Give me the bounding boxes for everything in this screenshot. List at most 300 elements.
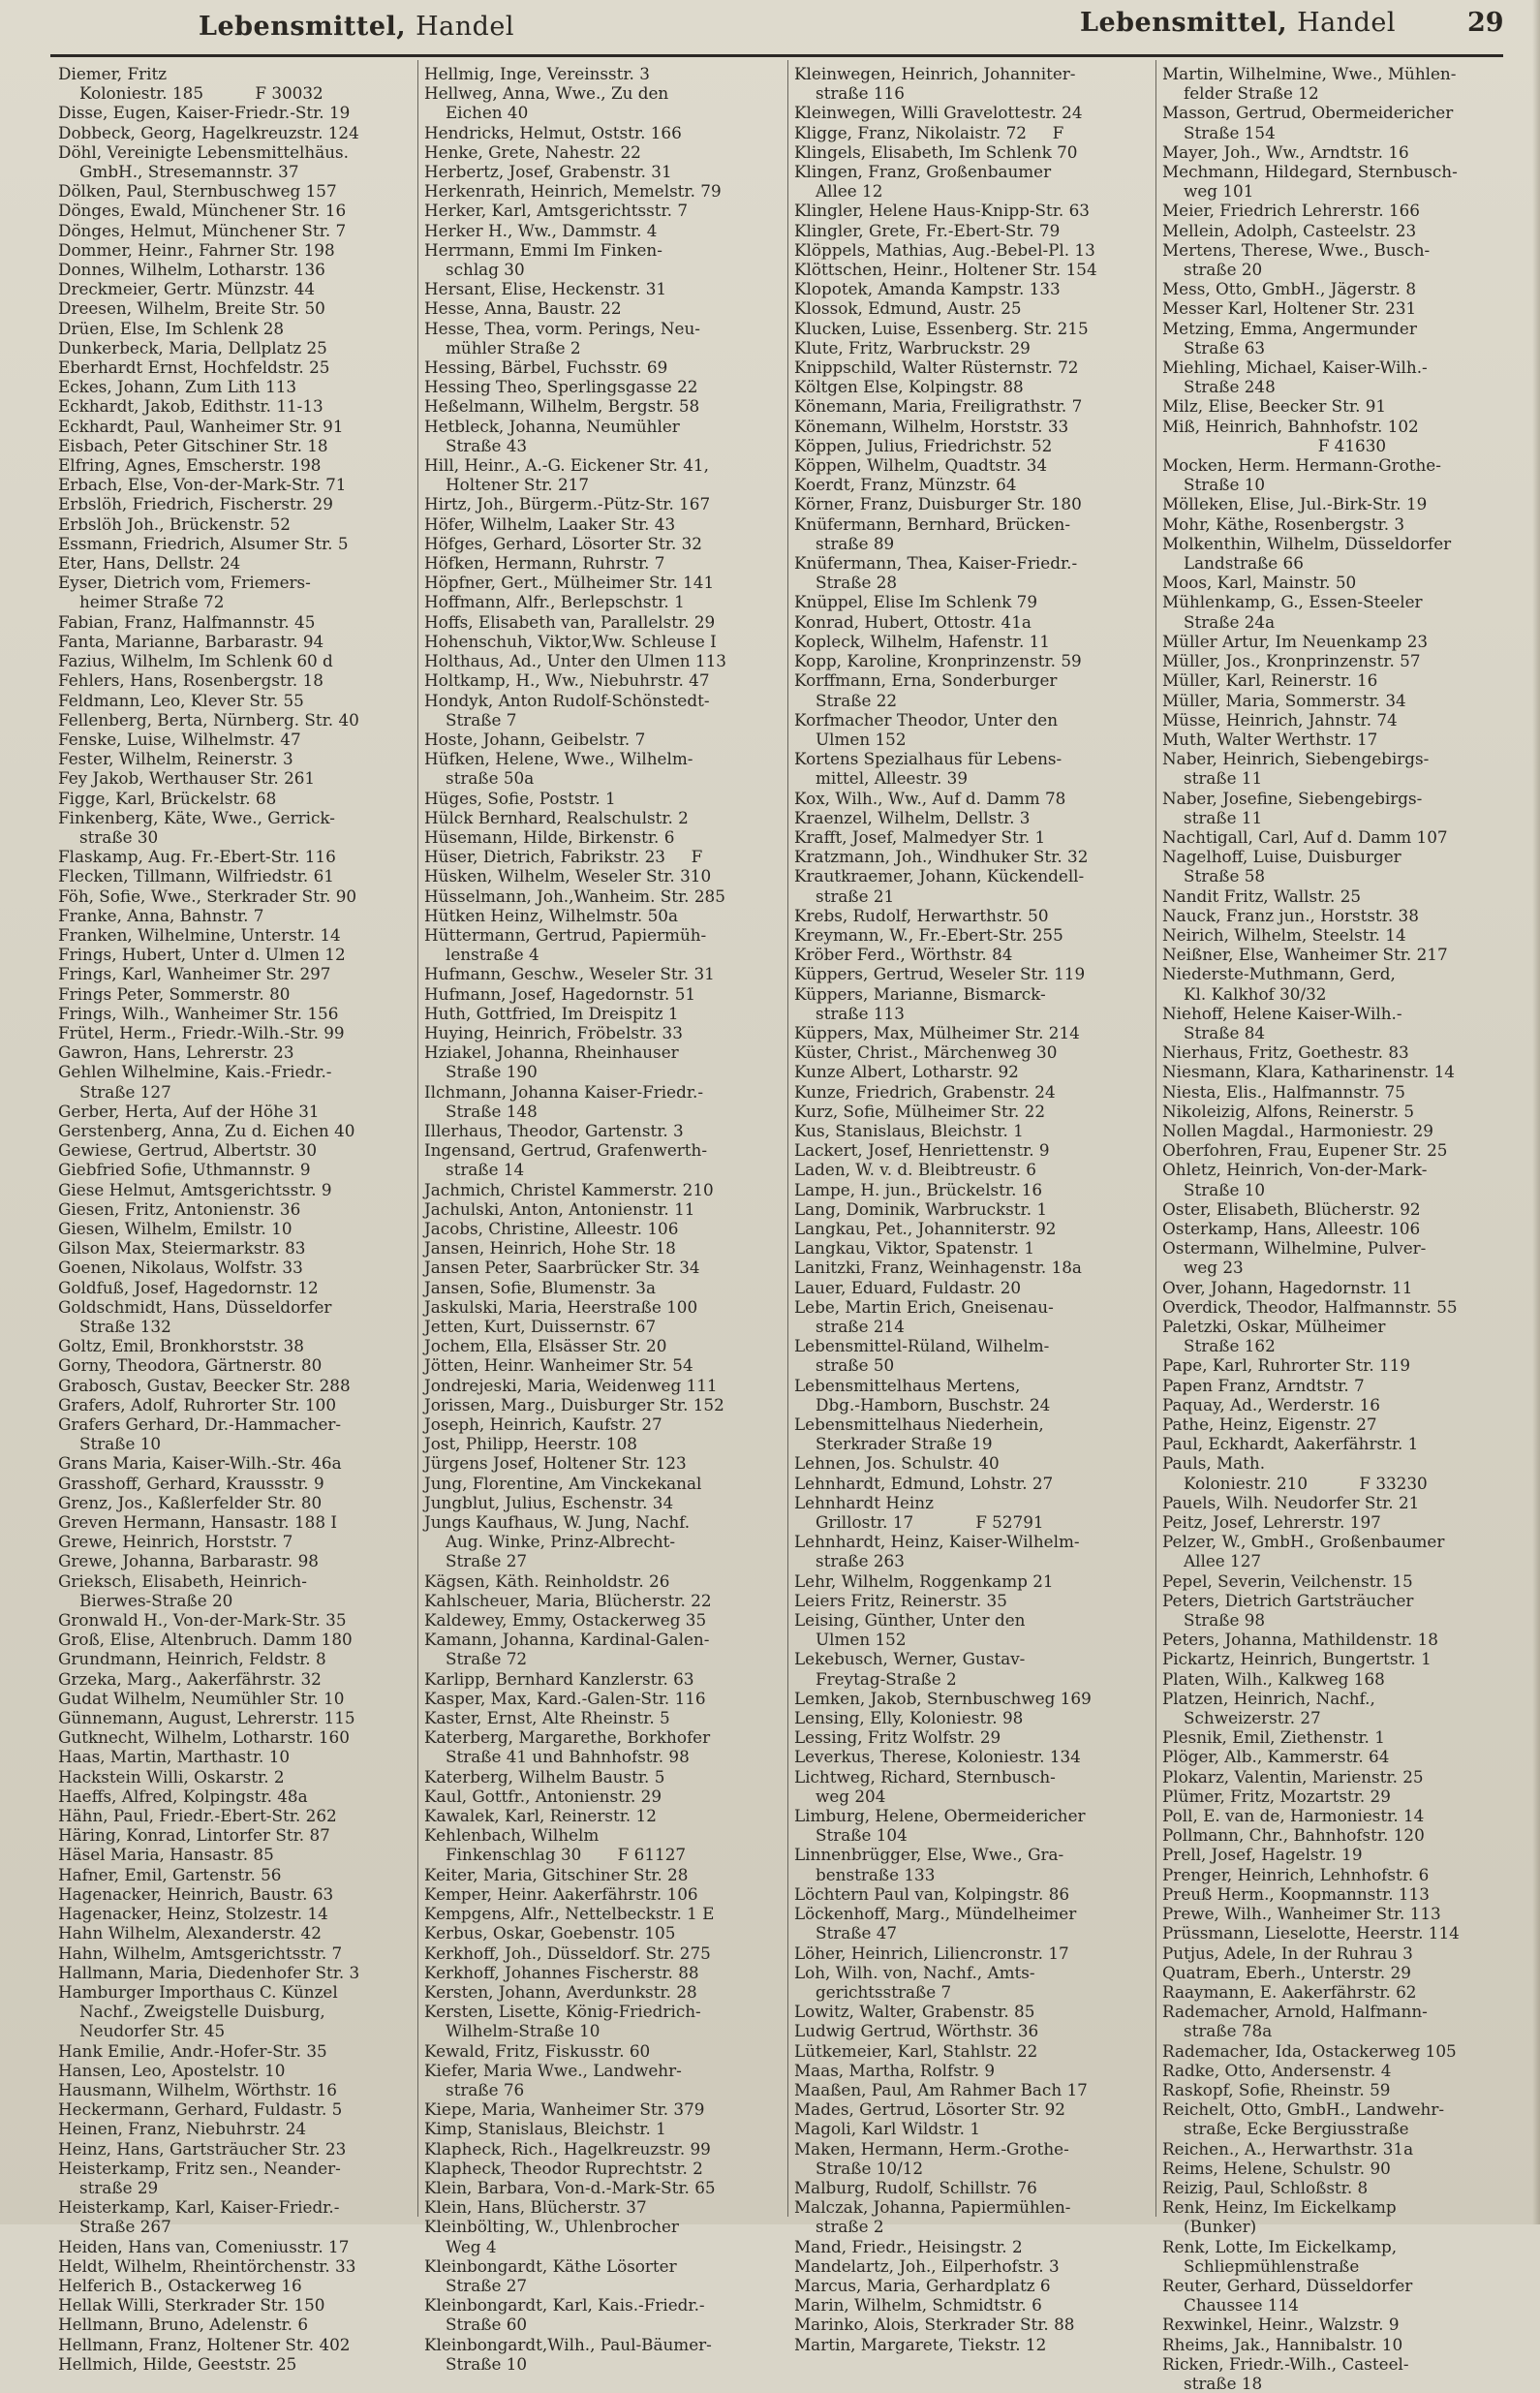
directory-entry: Feldmann, Leo, Klever Str. 55 bbox=[58, 690, 304, 710]
directory-entry: Ohletz, Heinrich, Von-der-Mark- bbox=[1162, 1160, 1428, 1180]
directory-entry-continuation: straße 30 bbox=[79, 826, 159, 847]
directory-entry-continuation: mühler Straße 2 bbox=[446, 337, 581, 357]
directory-entry: Lebensmittel-Rüland, Wilhelm- bbox=[794, 1336, 1050, 1356]
directory-entry: Kreymann, W., Fr.-Ebert-Str. 255 bbox=[794, 924, 1063, 945]
directory-entry: Pelzer, W., GmbH., Großenbaumer bbox=[1162, 1532, 1445, 1552]
directory-entry: Hellmich, Hilde, Geeststr. 25 bbox=[58, 2353, 297, 2374]
directory-entry: Gerber, Herta, Auf der Höhe 31 bbox=[58, 1101, 320, 1121]
directory-entry: Kleinbongardt,Wilh., Paul-Bäumer- bbox=[424, 2334, 712, 2354]
directory-entry: Martin, Wilhelmine, Wwe., Mühlen- bbox=[1162, 64, 1457, 83]
directory-entry: Lauer, Eduard, Fuldastr. 20 bbox=[794, 1277, 1022, 1297]
directory-entry-continuation: Straße 154 bbox=[1184, 122, 1276, 142]
directory-entry: Huying, Heinrich, Fröbelstr. 33 bbox=[424, 1022, 683, 1042]
directory-entry-continuation: Weg 4 bbox=[446, 2236, 497, 2256]
directory-entry: Eisbach, Peter Gitschiner Str. 18 bbox=[58, 435, 328, 455]
directory-entry: Plöger, Alb., Kammerstr. 64 bbox=[1162, 1747, 1390, 1767]
running-head-right-title: Lebensmittel, bbox=[1080, 8, 1288, 38]
directory-entry: Grasshoff, Gerhard, Kraussstr. 9 bbox=[58, 1473, 324, 1493]
directory-entry-continuation: (Bunker) bbox=[1184, 2217, 1257, 2237]
directory-entry: Fabian, Franz, Halfmannstr. 45 bbox=[58, 611, 316, 632]
directory-entry: Huth, Gottfried, Im Dreispitz 1 bbox=[424, 1003, 679, 1023]
directory-entry: Franken, Wilhelmine, Unterstr. 14 bbox=[58, 924, 341, 945]
directory-entry: Hafner, Emil, Gartenstr. 56 bbox=[58, 1864, 282, 1884]
directory-entry: Klöttschen, Heinr., Holtener Str. 154 bbox=[794, 260, 1097, 280]
directory-entry: Figge, Karl, Brückelstr. 68 bbox=[58, 788, 277, 808]
directory-entry: Erbach, Else, Von-der-Mark-Str. 71 bbox=[58, 475, 347, 495]
directory-entry: Jung, Florentine, Am Vinckekanal bbox=[424, 1473, 702, 1493]
directory-entry: Mohr, Käthe, Rosenbergstr. 3 bbox=[1162, 513, 1405, 534]
directory-entry: Malczak, Johanna, Papiermühlen- bbox=[794, 2197, 1071, 2218]
directory-entry: Hellak Willi, Sterkrader Str. 150 bbox=[58, 2295, 325, 2315]
directory-entry: Putjus, Adele, In der Ruhrau 3 bbox=[1162, 1942, 1413, 1963]
directory-entry-continuation: Neudorfer Str. 45 bbox=[79, 2021, 226, 2041]
directory-entry-continuation: Kl. Kalkhof 30/32 bbox=[1184, 983, 1327, 1004]
directory-entry: Jötten, Heinr. Wanheimer Str. 54 bbox=[424, 1355, 693, 1376]
directory-entry: Köppen, Julius, Friedrichstr. 52 bbox=[794, 435, 1053, 455]
directory-entry: Hahn Wilhelm, Alexanderstr. 42 bbox=[58, 1923, 322, 1943]
directory-entry-continuation: mittel, Alleestr. 39 bbox=[816, 768, 969, 789]
directory-entry-continuation: schlag 30 bbox=[446, 260, 525, 280]
directory-entry: Franke, Anna, Bahnstr. 7 bbox=[58, 905, 264, 925]
directory-entry: Ricken, Friedr.-Wilh., Casteel- bbox=[1162, 2353, 1409, 2374]
running-head-right bbox=[1080, 8, 1396, 38]
directory-entry: Niederste-Muthmann, Gerd, bbox=[1162, 964, 1396, 984]
directory-entry-continuation: straße 29 bbox=[79, 2177, 159, 2197]
directory-entry: Mechmann, Hildegard, Sternbusch- bbox=[1162, 162, 1458, 182]
directory-entry: Miehling, Michael, Kaiser-Wilh.- bbox=[1162, 357, 1428, 378]
directory-entry: Konrad, Hubert, Ottostr. 41a bbox=[794, 611, 1032, 632]
directory-entry: Hüges, Sofie, Poststr. 1 bbox=[424, 788, 616, 808]
directory-entry: Mess, Otto, GmbH., Jägerstr. 8 bbox=[1162, 279, 1417, 299]
directory-entry: Jochem, Ella, Elsässer Str. 20 bbox=[424, 1336, 667, 1356]
directory-entry: Kiepe, Maria, Wanheimer Str. 379 bbox=[424, 2099, 705, 2120]
directory-entry-continuation: Straße 22 bbox=[816, 690, 898, 710]
directory-entry: Dommer, Heinr., Fahrner Str. 198 bbox=[58, 239, 335, 260]
directory-entry: Küppers, Gertrud, Weseler Str. 119 bbox=[794, 964, 1086, 984]
directory-entry-continuation: Wilhelm-Straße 10 bbox=[446, 2021, 601, 2041]
directory-entry: Jansen, Sofie, Blumenstr. 3a bbox=[424, 1277, 656, 1297]
directory-entry: Hoffmann, Alfr., Berlepschstr. 1 bbox=[424, 592, 685, 612]
directory-entry: Reizig, Paul, Schloßstr. 8 bbox=[1162, 2177, 1369, 2197]
directory-entry: Herkenrath, Heinrich, Memelstr. 79 bbox=[424, 181, 722, 202]
directory-entry: Pape, Karl, Ruhrorter Str. 119 bbox=[1162, 1355, 1411, 1376]
directory-entry: Heiden, Hans van, Comeniusstr. 17 bbox=[58, 2236, 350, 2256]
directory-column-1 bbox=[58, 64, 413, 2374]
directory-entry: Langkau, Pet., Johanniterstr. 92 bbox=[794, 1218, 1057, 1238]
directory-entry: Katerberg, Margarethe, Borkhofer bbox=[424, 1727, 711, 1748]
directory-entry: Magoli, Karl Wildstr. 1 bbox=[794, 2119, 981, 2139]
directory-entry-continuation: Koloniestr. 185 F 30032 bbox=[79, 83, 323, 104]
directory-entry-continuation: straße 11 bbox=[1184, 768, 1263, 789]
directory-entry: Kerkhoff, Joh., Düsseldorf. Str. 275 bbox=[424, 1942, 711, 1963]
directory-entry: Hank Emilie, Andr.-Hofer-Str. 35 bbox=[58, 2040, 327, 2061]
directory-entry: Drüen, Else, Im Schlenk 28 bbox=[58, 318, 285, 338]
directory-entry: Klopotek, Amanda Kampstr. 133 bbox=[794, 279, 1061, 299]
directory-entry: Löckenhoff, Marg., Mündelheimer bbox=[794, 1904, 1077, 1924]
directory-entry: Grewe, Heinrich, Horststr. 7 bbox=[58, 1532, 293, 1552]
directory-entry: Grafers Gerhard, Dr.-Hammacher- bbox=[58, 1414, 342, 1435]
directory-entry: Mühlenkamp, G., Essen-Steeler bbox=[1162, 592, 1423, 612]
directory-entry: Naber, Josefine, Siebengebirgs- bbox=[1162, 788, 1423, 808]
directory-entry: Lekebusch, Werner, Gustav- bbox=[794, 1649, 1026, 1669]
directory-entry: Jaskulski, Maria, Heerstraße 100 bbox=[424, 1296, 698, 1317]
directory-entry: Heisterkamp, Karl, Kaiser-Friedr.- bbox=[58, 2197, 340, 2218]
directory-entry: Kopleck, Wilhelm, Hafenstr. 11 bbox=[794, 631, 1050, 651]
directory-entry-continuation: Freytag-Straße 2 bbox=[816, 1668, 957, 1689]
directory-entry: Peitz, Josef, Lehrerstr. 197 bbox=[1162, 1512, 1381, 1533]
directory-entry: Klingels, Elisabeth, Im Schlenk 70 bbox=[794, 141, 1078, 162]
directory-entry: Gehlen Wilhelmine, Kais.-Friedr.- bbox=[58, 1062, 332, 1082]
directory-entry: Nierhaus, Fritz, Goethestr. 83 bbox=[1162, 1042, 1409, 1063]
directory-column-4 bbox=[1162, 64, 1521, 2393]
directory-entry: Milz, Elise, Beecker Str. 91 bbox=[1162, 396, 1387, 417]
directory-entry: Lemken, Jakob, Sternbuschweg 169 bbox=[794, 1688, 1092, 1708]
directory-entry-continuation: straße 11 bbox=[1184, 807, 1263, 827]
directory-entry: Oster, Elisabeth, Blücherstr. 92 bbox=[1162, 1198, 1421, 1219]
directory-entry: Flaskamp, Aug. Fr.-Ebert-Str. 116 bbox=[58, 847, 336, 867]
directory-entry: Hallmann, Maria, Diedenhofer Str. 3 bbox=[58, 1962, 360, 1982]
directory-entry: Mertens, Therese, Wwe., Busch- bbox=[1162, 239, 1431, 260]
directory-entry: Pauls, Math. bbox=[1162, 1453, 1266, 1474]
directory-entry: Erbslöh Joh., Brückenstr. 52 bbox=[58, 513, 291, 534]
directory-entry: Köppen, Wilhelm, Quadtstr. 34 bbox=[794, 455, 1048, 476]
directory-entry: Jansen, Heinrich, Hohe Str. 18 bbox=[424, 1238, 676, 1259]
directory-entry: Platen, Wilh., Kalkweg 168 bbox=[1162, 1668, 1385, 1689]
directory-entry: Hüser, Dietrich, Fabrikstr. 23 F bbox=[424, 847, 703, 867]
directory-entry: Klein, Barbara, Von-d.-Mark-Str. 65 bbox=[424, 2177, 716, 2197]
directory-entry: Messer Karl, Holtener Str. 231 bbox=[1162, 298, 1417, 319]
directory-entry: Hoste, Johann, Geibelstr. 7 bbox=[424, 729, 646, 749]
directory-entry: Knüppel, Elise Im Schlenk 79 bbox=[794, 592, 1038, 612]
directory-entry-continuation: straße 116 bbox=[816, 83, 905, 104]
directory-entry: Nandit Fritz, Wallstr. 25 bbox=[1162, 886, 1362, 906]
directory-entry: Giese Helmut, Amtsgerichtsstr. 9 bbox=[58, 1179, 332, 1199]
directory-entry-continuation: straße 20 bbox=[1184, 260, 1263, 280]
directory-entry-continuation: Straße 63 bbox=[1184, 337, 1266, 357]
directory-entry-continuation: straße 76 bbox=[446, 2079, 525, 2099]
directory-entry: Hufmann, Geschw., Weseler Str. 31 bbox=[424, 964, 715, 984]
directory-entry-continuation: Straße 148 bbox=[446, 1101, 538, 1121]
directory-entry: Hausmann, Wilhelm, Wörthstr. 16 bbox=[58, 2079, 337, 2099]
directory-entry-continuation: Landstraße 66 bbox=[1184, 553, 1304, 574]
directory-entry: Dunkerbeck, Maria, Dellplatz 25 bbox=[58, 337, 327, 357]
directory-entry: Hellmig, Inge, Vereinsstr. 3 bbox=[424, 64, 650, 83]
directory-entry: Kleinbölting, W., Uhlenbrocher bbox=[424, 2217, 679, 2237]
directory-entry: Müller Artur, Im Neuenkamp 23 bbox=[1162, 631, 1429, 651]
directory-entry: Lichtweg, Richard, Sternbusch- bbox=[794, 1766, 1056, 1787]
directory-entry: Kunze Albert, Lotharstr. 92 bbox=[794, 1062, 1019, 1082]
directory-entry-continuation: weg 204 bbox=[816, 1786, 886, 1806]
directory-entry: Lensing, Elly, Koloniestr. 98 bbox=[794, 1708, 1024, 1728]
directory-entry: Fenske, Luise, Wilhelmstr. 47 bbox=[58, 729, 301, 749]
directory-entry: Müller, Karl, Reinerstr. 16 bbox=[1162, 670, 1378, 691]
column-divider bbox=[417, 60, 418, 2217]
directory-entry: Gerstenberg, Anna, Zu d. Eichen 40 bbox=[58, 1120, 355, 1140]
directory-entry: Holtkamp, H., Ww., Niebuhrstr. 47 bbox=[424, 670, 710, 691]
directory-entry: Hufmann, Josef, Hagedornstr. 51 bbox=[424, 983, 696, 1004]
directory-entry: Maken, Hermann, Herm.-Grothe- bbox=[794, 2138, 1069, 2159]
directory-entry: Herbertz, Josef, Grabenstr. 31 bbox=[424, 162, 672, 182]
directory-entry: Könemann, Wilhelm, Horststr. 33 bbox=[794, 416, 1069, 436]
directory-entry: Hellweg, Anna, Wwe., Zu den bbox=[424, 83, 669, 104]
directory-entry: Günnemann, August, Lehrerstr. 115 bbox=[58, 1708, 355, 1728]
directory-entry: Jondrejeski, Maria, Weidenweg 111 bbox=[424, 1375, 718, 1395]
directory-entry-continuation: straße 21 bbox=[816, 886, 895, 906]
directory-entry: Limburg, Helene, Obermeidericher bbox=[794, 1806, 1086, 1826]
directory-entry: Papen Franz, Arndtstr. 7 bbox=[1162, 1375, 1365, 1395]
directory-entry-continuation: Straße 72 bbox=[446, 1649, 528, 1669]
directory-entry-continuation: Allee 12 bbox=[816, 181, 883, 202]
directory-entry: Jetten, Kurt, Duissernstr. 67 bbox=[424, 1317, 657, 1336]
directory-entry: Gawron, Hans, Lehrerstr. 23 bbox=[58, 1042, 294, 1063]
directory-entry: Kemper, Heinr. Aakerfährstr. 106 bbox=[424, 1883, 698, 1904]
directory-entry: Eyser, Dietrich vom, Friemers- bbox=[58, 573, 311, 593]
directory-entry: Hondyk, Anton Rudolf-Schönstedt- bbox=[424, 690, 710, 710]
directory-entry: Pauels, Wilh. Neudorfer Str. 21 bbox=[1162, 1492, 1420, 1512]
directory-entry-continuation: Straße 43 bbox=[446, 435, 528, 455]
directory-entry: Klöppels, Mathias, Aug.-Bebel-Pl. 13 bbox=[794, 239, 1095, 260]
directory-entry: Kligge, Franz, Nikolaistr. 72 F bbox=[794, 122, 1064, 142]
directory-entry: Körner, Franz, Duisburger Str. 180 bbox=[794, 494, 1082, 514]
directory-entry: Giebfried Sofie, Uthmannstr. 9 bbox=[58, 1160, 311, 1180]
directory-entry: Kröber Ferd., Wörthstr. 84 bbox=[794, 945, 1013, 965]
directory-entry: Küster, Christ., Märchenweg 30 bbox=[794, 1042, 1058, 1063]
directory-entry-continuation: Straße 7 bbox=[446, 709, 517, 730]
directory-entry: Langkau, Viktor, Spatenstr. 1 bbox=[794, 1238, 1035, 1259]
directory-entry: Elfring, Agnes, Emscherstr. 198 bbox=[58, 455, 322, 476]
directory-entry: Kox, Wilh., Ww., Auf d. Damm 78 bbox=[794, 788, 1066, 808]
directory-entry: Hoffs, Elisabeth van, Parallelstr. 29 bbox=[424, 611, 716, 632]
directory-entry: Linnenbrügger, Else, Wwe., Gra- bbox=[794, 1845, 1064, 1865]
directory-entry: Lang, Dominik, Warbruckstr. 1 bbox=[794, 1198, 1048, 1219]
directory-entry: Giesen, Wilhelm, Emilstr. 10 bbox=[58, 1218, 293, 1238]
directory-entry: Lebensmittelhaus Mertens, bbox=[794, 1375, 1021, 1395]
directory-entry: Keiter, Maria, Gitschiner Str. 28 bbox=[424, 1864, 689, 1884]
directory-entry: Miß, Heinrich, Bahnhofstr. 102 bbox=[1162, 416, 1419, 436]
directory-entry: Erbslöh, Friedrich, Fischerstr. 29 bbox=[58, 494, 333, 514]
directory-entry: Reuter, Gerhard, Düsseldorfer bbox=[1162, 2275, 1413, 2295]
directory-entry: Laden, W. v. d. Bleibtreustr. 6 bbox=[794, 1160, 1036, 1180]
directory-entry: Heldt, Wilhelm, Rheintörchenstr. 33 bbox=[58, 2255, 356, 2276]
directory-entry: Ostermann, Wilhelmine, Pulver- bbox=[1162, 1238, 1427, 1259]
directory-entry: Gewiese, Gertrud, Albertstr. 30 bbox=[58, 1140, 318, 1161]
directory-entry: Malburg, Rudolf, Schillstr. 76 bbox=[794, 2177, 1037, 2197]
directory-entry: Jansen Peter, Saarbrücker Str. 34 bbox=[424, 1258, 700, 1278]
directory-entry: Neirich, Wilhelm, Steelstr. 14 bbox=[1162, 924, 1406, 945]
directory-entry: Kamann, Johanna, Kardinal-Galen- bbox=[424, 1630, 710, 1650]
directory-entry: Jürgens Josef, Holtener Str. 123 bbox=[424, 1453, 687, 1474]
directory-entry: Giesen, Fritz, Antonienstr. 36 bbox=[58, 1198, 301, 1219]
directory-entry: Loh, Wilh. von, Nachf., Amts- bbox=[794, 1962, 1035, 1982]
directory-entry: Knüfermann, Bernhard, Brücken- bbox=[794, 513, 1070, 534]
directory-entry: Lütkemeier, Karl, Stahlstr. 22 bbox=[794, 2040, 1038, 2061]
directory-entry-continuation: Sterkrader Straße 19 bbox=[816, 1434, 993, 1454]
directory-entry-continuation: Straße 24a bbox=[1184, 611, 1276, 632]
directory-entry-continuation: Straße 98 bbox=[1184, 1610, 1266, 1631]
directory-entry: Eberhardt Ernst, Hochfeldstr. 25 bbox=[58, 357, 330, 378]
directory-entry: Frings, Wilh., Wanheimer Str. 156 bbox=[58, 1003, 339, 1023]
directory-entry: Leverkus, Therese, Koloniestr. 134 bbox=[794, 1747, 1081, 1767]
directory-entry: Dönges, Ewald, Münchener Str. 16 bbox=[58, 201, 347, 221]
directory-entry: Hendricks, Helmut, Oststr. 166 bbox=[424, 122, 682, 142]
directory-entry: Grieksch, Elisabeth, Heinrich- bbox=[58, 1570, 307, 1591]
directory-entry: Frings Peter, Sommerstr. 80 bbox=[58, 983, 291, 1004]
directory-entry: Grenz, Jos., Kaßlerfelder Str. 80 bbox=[58, 1492, 323, 1512]
directory-entry: Klapheck, Theodor Ruprechtstr. 2 bbox=[424, 2158, 703, 2178]
directory-entry: Nollen Magdal., Harmoniestr. 29 bbox=[1162, 1120, 1433, 1140]
directory-column-2 bbox=[424, 64, 783, 2374]
directory-entry: Pickartz, Heinrich, Bungertstr. 1 bbox=[1162, 1649, 1432, 1669]
directory-entry-continuation: weg 23 bbox=[1184, 1258, 1244, 1278]
directory-entry-continuation: Straße 60 bbox=[446, 2315, 528, 2335]
directory-entry: Kaul, Gottfr., Antonienstr. 29 bbox=[424, 1786, 662, 1806]
directory-entry: Kersten, Lisette, König-Friedrich- bbox=[424, 2002, 701, 2022]
directory-entry: Illerhaus, Theodor, Gartenstr. 3 bbox=[424, 1120, 684, 1140]
directory-entry: Ingensand, Gertrud, Grafenwerth- bbox=[424, 1140, 708, 1161]
directory-entry-continuation: felder Straße 12 bbox=[1184, 83, 1319, 104]
directory-entry: Hohenschuh, Viktor,Ww. Schleuse I bbox=[424, 631, 717, 651]
directory-entry-continuation: Aug. Winke, Prinz-Albrecht- bbox=[446, 1532, 676, 1552]
directory-entry: Klein, Hans, Blücherstr. 37 bbox=[424, 2197, 647, 2218]
directory-entry: Leiers Fritz, Reinerstr. 35 bbox=[794, 1590, 1007, 1610]
directory-entry: Hülck Bernhard, Realschulstr. 2 bbox=[424, 807, 689, 827]
directory-entry-continuation: Straße 28 bbox=[816, 573, 898, 593]
directory-entry: Naber, Heinrich, Siebengebirgs- bbox=[1162, 749, 1430, 769]
column-divider bbox=[1155, 60, 1156, 2217]
directory-entry: Klossok, Edmund, Austr. 25 bbox=[794, 298, 1022, 319]
directory-entry: Renk, Heinz, Im Eickelkamp bbox=[1162, 2197, 1397, 2218]
directory-entry: Kaster, Ernst, Alte Rheinstr. 5 bbox=[424, 1708, 670, 1728]
directory-entry-continuation: straße 14 bbox=[446, 1160, 525, 1180]
directory-entry: Nagelhoff, Luise, Duisburger bbox=[1162, 847, 1401, 867]
directory-entry: Mölleken, Elise, Jul.-Birk-Str. 19 bbox=[1162, 494, 1428, 514]
directory-entry: Hirtz, Joh., Bürgerm.-Pütz-Str. 167 bbox=[424, 494, 711, 514]
directory-entry: Höfges, Gerhard, Lösorter Str. 32 bbox=[424, 533, 702, 553]
directory-entry: Küppers, Max, Mülheimer Str. 214 bbox=[794, 1022, 1080, 1042]
directory-entry-continuation: Straße 127 bbox=[79, 1081, 171, 1102]
directory-entry: Holthaus, Ad., Unter den Ulmen 113 bbox=[424, 651, 726, 671]
directory-entry: Herker, Karl, Amtsgerichtsstr. 7 bbox=[424, 201, 689, 221]
directory-entry-continuation: Eichen 40 bbox=[446, 103, 529, 123]
directory-entry: Lessing, Fritz Wolfstr. 29 bbox=[794, 1727, 1001, 1748]
directory-entry: Hansen, Leo, Apostelstr. 10 bbox=[58, 2060, 286, 2080]
directory-entry: Jacobs, Christine, Alleestr. 106 bbox=[424, 1218, 679, 1238]
directory-entry: Leising, Günther, Unter den bbox=[794, 1610, 1026, 1631]
directory-entry: Kunze, Friedrich, Grabenstr. 24 bbox=[794, 1081, 1056, 1102]
directory-entry: Radke, Otto, Andersenstr. 4 bbox=[1162, 2060, 1392, 2080]
directory-entry: Fanta, Marianne, Barbarastr. 94 bbox=[58, 631, 324, 651]
directory-entry-continuation: Holtener Str. 217 bbox=[446, 475, 589, 495]
directory-entry: Plümer, Fritz, Mozartstr. 29 bbox=[1162, 1786, 1391, 1806]
directory-entry: Oberfohren, Frau, Eupener Str. 25 bbox=[1162, 1140, 1448, 1161]
directory-entry: Nikoleizig, Alfons, Reinerstr. 5 bbox=[1162, 1101, 1415, 1121]
directory-entry: Krafft, Josef, Malmedyer Str. 1 bbox=[794, 826, 1046, 847]
directory-entry: Prewe, Wilh., Wanheimer Str. 113 bbox=[1162, 1904, 1441, 1924]
directory-entry-continuation: Allee 127 bbox=[1184, 1551, 1262, 1571]
directory-entry: Knippschild, Walter Rüsternstr. 72 bbox=[794, 357, 1079, 378]
directory-entry: Goltz, Emil, Bronkhorststr. 38 bbox=[58, 1336, 304, 1356]
directory-entry: Frings, Hubert, Unter d. Ulmen 12 bbox=[58, 945, 346, 965]
directory-entry-continuation: gerichtsstraße 7 bbox=[816, 1981, 952, 2002]
directory-entry: Goldschmidt, Hans, Düsseldorfer bbox=[58, 1296, 332, 1317]
directory-entry-continuation: Straße 248 bbox=[1184, 377, 1276, 397]
directory-entry: Kiefer, Maria Wwe., Landwehr- bbox=[424, 2060, 682, 2080]
directory-entry: Kersten, Johann, Averdunkstr. 28 bbox=[424, 1981, 697, 2002]
directory-entry: Höfken, Hermann, Ruhrstr. 7 bbox=[424, 553, 665, 574]
directory-entry: Reichen., A., Herwarthstr. 31a bbox=[1162, 2138, 1414, 2159]
directory-entry: Ilchmann, Johanna Kaiser-Friedr.- bbox=[424, 1081, 704, 1102]
directory-entry: Klingler, Helene Haus-Knipp-Str. 63 bbox=[794, 201, 1090, 221]
directory-entry: Müsse, Heinrich, Jahnstr. 74 bbox=[1162, 709, 1398, 730]
directory-entry: Knüfermann, Thea, Kaiser-Friedr.- bbox=[794, 553, 1078, 574]
directory-entry: Küppers, Marianne, Bismarck- bbox=[794, 983, 1046, 1004]
directory-entry: Hellmann, Bruno, Adelenstr. 6 bbox=[58, 2315, 309, 2335]
directory-entry: Grewe, Johanna, Barbarastr. 98 bbox=[58, 1551, 319, 1571]
directory-entry: Quatram, Eberh., Unterstr. 29 bbox=[1162, 1962, 1411, 1982]
directory-entry: Goenen, Nikolaus, Wolfstr. 33 bbox=[58, 1258, 303, 1278]
directory-entry: Fehlers, Hans, Rosenbergstr. 18 bbox=[58, 670, 323, 691]
directory-entry: Müller, Maria, Sommerstr. 34 bbox=[1162, 690, 1406, 710]
directory-entry: Karlipp, Bernhard Kanzlerstr. 63 bbox=[424, 1668, 694, 1689]
directory-entry: Kleinbongardt, Käthe Lösorter bbox=[424, 2255, 677, 2276]
directory-entry-continuation: Straße 267 bbox=[79, 2217, 171, 2237]
directory-entry: Greven Hermann, Hansastr. 188 I bbox=[58, 1512, 337, 1533]
directory-entry: Lackert, Josef, Henriettenstr. 9 bbox=[794, 1140, 1050, 1161]
directory-entry: Nachtigall, Carl, Auf d. Damm 107 bbox=[1162, 826, 1448, 847]
directory-entry: Rheims, Jak., Hannibalstr. 10 bbox=[1162, 2334, 1403, 2354]
directory-entry: Löchtern Paul van, Kolpingstr. 86 bbox=[794, 1883, 1070, 1904]
directory-entry: Dönges, Helmut, Münchener Str. 7 bbox=[58, 220, 347, 240]
directory-entry: Herker H., Ww., Dammstr. 4 bbox=[424, 220, 658, 240]
directory-entry: Rexwinkel, Heinr., Walzstr. 9 bbox=[1162, 2315, 1400, 2335]
directory-entry: Klucken, Luise, Essenberg. Str. 215 bbox=[794, 318, 1089, 338]
directory-entry: Peters, Dietrich Gartsträucher bbox=[1162, 1590, 1414, 1610]
directory-entry: Mellein, Adolph, Casteelstr. 23 bbox=[1162, 220, 1417, 240]
directory-entry-continuation: Straße 10 bbox=[446, 2353, 528, 2374]
directory-entry: Hüfken, Helene, Wwe., Wilhelm- bbox=[424, 749, 693, 769]
directory-entry-continuation: GmbH., Stresemannstr. 37 bbox=[79, 162, 299, 182]
directory-entry: Kurz, Sofie, Mülheimer Str. 22 bbox=[794, 1101, 1046, 1121]
directory-entry-continuation: straße 50a bbox=[446, 768, 535, 789]
directory-entry: Finkenberg, Käte, Wwe., Gerrick- bbox=[58, 807, 335, 827]
directory-entry: Lehr, Wilhelm, Roggenkamp 21 bbox=[794, 1570, 1054, 1591]
directory-entry: Plesnik, Emil, Ziethenstr. 1 bbox=[1162, 1727, 1385, 1748]
directory-entry: Molkenthin, Wilhelm, Düsseldorfer bbox=[1162, 533, 1452, 553]
directory-entry-continuation: Straße 162 bbox=[1184, 1336, 1276, 1356]
directory-entry-continuation: Straße 104 bbox=[816, 1825, 908, 1846]
directory-entry: Hagenacker, Heinz, Stolzestr. 14 bbox=[58, 1904, 328, 1924]
directory-entry: Hesse, Anna, Baustr. 22 bbox=[424, 298, 622, 319]
directory-entry: Helferich B., Ostackerweg 16 bbox=[58, 2275, 302, 2295]
directory-entry: Haeffs, Alfred, Kolpingstr. 48a bbox=[58, 1786, 308, 1806]
directory-entry: Martin, Margarete, Tiekstr. 12 bbox=[794, 2334, 1047, 2354]
directory-entry: Goldfuß, Josef, Hagedornstr. 12 bbox=[58, 1277, 319, 1297]
directory-entry: Pepel, Severin, Veilchenstr. 15 bbox=[1162, 1570, 1413, 1591]
directory-entry: Dreckmeier, Gertr. Münzstr. 44 bbox=[58, 279, 316, 299]
directory-entry: Hüsselmann, Joh.,Wanheim. Str. 285 bbox=[424, 886, 725, 906]
directory-entry: Pathe, Heinz, Eigenstr. 27 bbox=[1162, 1414, 1377, 1435]
directory-entry: Jungblut, Julius, Eschenstr. 34 bbox=[424, 1492, 674, 1512]
directory-entry: Höfer, Wilhelm, Laaker Str. 43 bbox=[424, 513, 676, 534]
directory-entry-continuation: Finkenschlag 30 F 61127 bbox=[446, 1845, 687, 1865]
directory-entry: Muth, Walter Werthstr. 17 bbox=[1162, 729, 1378, 749]
page-number: 29 bbox=[1467, 8, 1504, 38]
directory-entry: Raskopf, Sofie, Rheinstr. 59 bbox=[1162, 2079, 1391, 2099]
directory-entry: Müller, Jos., Kronprinzenstr. 57 bbox=[1162, 651, 1421, 671]
directory-entry: Häsel Maria, Hansastr. 85 bbox=[58, 1845, 274, 1865]
directory-entry-continuation: Straße 10/12 bbox=[816, 2158, 924, 2178]
directory-entry: Hamburger Importhaus C. Künzel bbox=[58, 1981, 338, 2002]
